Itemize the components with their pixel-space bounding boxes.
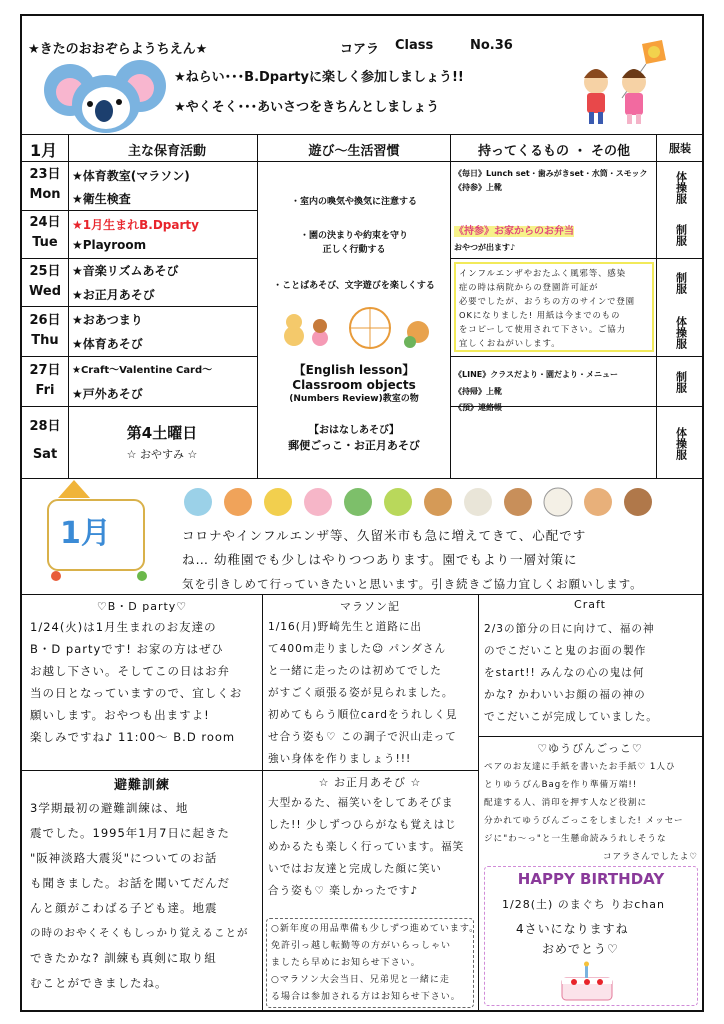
message-line: 気を引きしめて行っていきたいと思います。引き続きご協力宜しくお願いします。 xyxy=(182,577,643,591)
marathon-line: 1/16(月)野崎先生と道路に出 xyxy=(268,621,422,633)
notice-box xyxy=(454,262,654,352)
craft-line: でこだいこが完成していました。 xyxy=(484,711,658,723)
day-date: 27日 xyxy=(29,363,61,378)
day-dow: Tue xyxy=(32,235,58,250)
notice-line: OKになりました! 用紙は今までのもの xyxy=(459,310,621,320)
koala-mascot-icon xyxy=(40,56,170,134)
day-dow: Wed xyxy=(29,284,61,299)
drill-line: できたかな? 訓練も真剣に取り組 xyxy=(30,951,217,965)
day-dow: Fri xyxy=(35,383,55,398)
activity: ★体育教室(マラソン) xyxy=(72,169,190,183)
craft-text xyxy=(484,618,698,736)
bd-line: B・D partyです! お家の方はぜひ xyxy=(30,642,225,656)
january-title: 1月 xyxy=(60,516,111,551)
craft-line: のでこだいこと鬼のお面の製作 xyxy=(484,645,647,657)
divider xyxy=(262,594,263,770)
note-line: る場合は参加される方はお知らせ下さい。 xyxy=(271,992,461,1002)
items-deposit: 《預》連絡帳 xyxy=(454,403,502,412)
activity: ★体育あそび xyxy=(72,337,143,351)
english-line: (Numbers Review)教室の物 xyxy=(289,394,419,404)
promise-text: ★やくそく･･･あいさつをきちんとしましょう xyxy=(174,100,440,115)
activity: ★衛生検査 xyxy=(72,192,131,206)
activity: ★Playroom xyxy=(72,238,147,252)
day-dow: Sat xyxy=(32,447,58,462)
drill-line: の時のおやくそくもしっかり覚えることが xyxy=(30,927,249,939)
day-date: 24日 xyxy=(29,215,61,230)
postal-line: コアラさんでしたよ♡ xyxy=(602,852,698,862)
aim-text: ★ねらい･･･B.Dpartyに楽しく参加しましょう!! xyxy=(174,70,464,85)
schedule-table xyxy=(22,134,702,479)
drill-text xyxy=(30,796,258,1010)
birthday-msg: 4さいになりますね xyxy=(516,922,629,936)
activity: ★戸外あそび xyxy=(72,387,143,401)
drill-line: 震でした。1995年1月7日に起きた xyxy=(30,826,230,840)
note-line: ○新年度の用品準備も少しずつ進めています。 xyxy=(271,924,480,934)
divider xyxy=(22,594,702,595)
story-title: 【おはなしあそび】 xyxy=(309,425,399,436)
marathon-line: 強い身体を作りましょう!!! xyxy=(268,753,412,765)
marathon-line: て400m走りました☺ パンダさん xyxy=(268,643,447,655)
newyear-title: ☆ お正月あそび ☆ xyxy=(318,776,422,789)
drill-line: んと顔がこわばる子ども達。地震 xyxy=(30,901,218,915)
birthday-title: HAPPY BIRTHDAY xyxy=(517,870,665,888)
ferris-animals-icon xyxy=(270,302,435,354)
saturday-label: 第4土曜日 xyxy=(126,424,198,442)
postal-title: ♡ゆうびんごっこ♡ xyxy=(537,742,643,755)
bd-line: 当の日となっていますので、宜しくお xyxy=(30,686,243,700)
postal-line: 分かれてゆうびんごっこをしました! メッセー xyxy=(484,816,684,826)
divider xyxy=(478,594,479,1010)
items-bring: 《持参》上靴 xyxy=(454,183,502,192)
clothes: 体操服 xyxy=(674,170,688,204)
school-name: ★きたのおおぞらようちえん★ xyxy=(28,42,208,57)
day-date: 23日 xyxy=(29,167,61,182)
bd-title: ♡B・D party♡ xyxy=(96,600,188,613)
activity: ★お正月あそび xyxy=(72,288,155,302)
clothes: 体操服 xyxy=(674,315,688,349)
drill-title: 避難訓練 xyxy=(113,778,170,793)
english-title: 【English lesson】 xyxy=(293,363,415,377)
class-name: コアラ xyxy=(340,42,380,57)
drill-line: も聞きました。お話を聞いてだんだ xyxy=(30,876,230,890)
drill-line: "阪神淡路大震災"についてのお話 xyxy=(30,851,218,865)
day-date: 28日 xyxy=(29,419,61,434)
divider xyxy=(262,770,263,1010)
day-date: 26日 xyxy=(29,313,61,328)
col-items: 持ってくるもの ・ その他 xyxy=(477,144,631,159)
story-line: 郵便ごっこ・お正月あそび xyxy=(288,439,420,452)
note-line: ましたら早めにお知らせ下さい。 xyxy=(271,958,421,968)
clothes: 制服 xyxy=(674,272,688,294)
notes-box xyxy=(266,918,480,1008)
class-en: Class xyxy=(395,38,434,53)
craft-line: をstart!! みんなの心の鬼は何 xyxy=(484,667,645,679)
marathon-line: せ合う姿も♡ この調子で沢山走って xyxy=(268,731,457,743)
marathon-text xyxy=(268,616,476,770)
holiday-label: ☆ おやすみ ☆ xyxy=(126,448,198,461)
clothes: 制服 xyxy=(674,371,688,393)
divider xyxy=(22,770,262,771)
postal-line: ジに"わ～っ"と一生懸命読みうれしそうな xyxy=(484,834,667,844)
day-dow: Thu xyxy=(31,333,59,348)
bd-text xyxy=(30,616,258,770)
postal-line: ペアのお友達に手紙を書いたお手紙♡ 1人ひ xyxy=(484,762,676,772)
drill-line: 3学期最初の避難訓練は、地 xyxy=(30,801,189,815)
clothes: 制服 xyxy=(674,224,688,246)
kids-kite-icon xyxy=(560,38,690,130)
bd-line: 1/24(火)は1月生まれのお友達の xyxy=(30,620,217,634)
items-bring2: 《持帰》上靴 xyxy=(454,387,502,396)
life-line: ・ことばあそび、文字遊びを楽しくする xyxy=(273,281,435,291)
note-line: ○マラソン大会当日、兄弟児と一緒に走 xyxy=(271,975,450,985)
life-line: 正しく行動する xyxy=(322,245,386,255)
clothes: 体操服 xyxy=(674,426,688,460)
zodiac-animals-icon xyxy=(178,482,698,522)
craft-line: かな? かわいいお顔の福の神の xyxy=(484,689,646,701)
note-line: 免許引っ越し転勤等の方がいらっしゃい xyxy=(271,941,452,951)
cake-icon xyxy=(552,960,622,1004)
postal-line: とりゆうびんBagを作り準備万端!! xyxy=(484,780,638,790)
bd-line: 楽しみですね♪ 11:00～ B.D room xyxy=(30,730,236,744)
birthday-msg: おめでとう♡ xyxy=(542,942,619,956)
craft-line: 2/3の節分の日に向けて、福の神 xyxy=(484,623,655,635)
day-dow: Mon xyxy=(29,187,61,202)
life-line: ・園の決まりや約束を守り xyxy=(299,231,408,241)
postal-text xyxy=(484,758,698,870)
col-clothes: 服装 xyxy=(669,142,691,155)
marathon-title: マラソン記 xyxy=(340,600,400,613)
activity: ★おあつまり xyxy=(72,313,143,327)
life-line: ・室内の喚気や換気に注意する xyxy=(290,197,417,207)
marathon-line: がすごく頑張る姿が見られました。 xyxy=(268,687,454,699)
divider xyxy=(478,736,702,737)
english-line: Classroom objects xyxy=(292,378,416,392)
notice-line: をコピーして使用されて下さい。ご協力 xyxy=(459,324,627,334)
newyear-line: いではお友達と完成した顔に笑い xyxy=(268,863,442,875)
craft-title: Craft xyxy=(574,598,606,611)
marathon-line: 初めてもらう順位cardをうれしく見 xyxy=(268,709,458,721)
day-date: 25日 xyxy=(29,264,61,279)
notice-line: 宜しくおねがいします。 xyxy=(459,338,561,348)
drill-line: むことができましたね。 xyxy=(30,976,168,990)
newyear-text xyxy=(268,792,476,912)
snack-note: おやつが出ます♪ xyxy=(454,243,516,252)
items-daily: 《毎日》Lunch set・歯みがきset・水筒・スモック xyxy=(454,169,648,178)
month-label: 1月 xyxy=(30,141,58,160)
activity-highlight: ★1月生まれB.Dparty xyxy=(72,218,199,232)
activity: ★Craft～Valentine Card～ xyxy=(72,365,213,376)
marathon-line: と一緒に走ったのは初めてでした xyxy=(268,665,442,677)
newyear-line: 大型かるた、福笑いをしてあそびま xyxy=(268,797,454,809)
activity: ★音楽リズムあそび xyxy=(72,264,179,278)
issue-number: No.36 xyxy=(470,38,513,53)
message-line: コロナやインフルエンザ等、久留米市も急に増えてきて、心配です xyxy=(182,528,587,543)
newyear-line: した!! 少しずつひらがなも覚えはじ xyxy=(268,819,457,831)
col-activities: 主な保育活動 xyxy=(127,144,206,159)
bd-line: お越し下さい。そしてこの日はお弁 xyxy=(30,664,230,678)
items-line: 《LINE》クラスだより・園だより・メニュー xyxy=(454,370,618,379)
newsletter-page xyxy=(20,14,704,1012)
newyear-line: 合う姿も♡ 楽しかったです♪ xyxy=(268,885,419,897)
message-line: ね… 幼稚園でも少しはやりつつあります。園でもより一層対策に xyxy=(182,552,578,567)
notice-line: 必要でしたが、おうちの方のサインで登園 xyxy=(459,296,636,306)
january-message xyxy=(182,524,700,596)
col-life: 遊び～生活習慣 xyxy=(308,144,400,159)
postal-line: 配達する人、消印を押す人など役割に xyxy=(484,798,648,808)
notice-line: インフルエンザやおたふく風邪等、感染 xyxy=(459,268,627,278)
lunch-label: 《持参》お家からのお弁当 xyxy=(454,226,574,237)
newyear-line: めかるたも楽しく行っています。福笑 xyxy=(268,841,465,853)
bd-line: 願いします。おやつも出ますよ! xyxy=(30,708,210,722)
birthday-child: 1/28(土) のまぐち りおchan xyxy=(502,898,666,911)
notice-line: 症の時は病院からの登園許可証が xyxy=(459,282,599,292)
divider xyxy=(262,770,478,771)
